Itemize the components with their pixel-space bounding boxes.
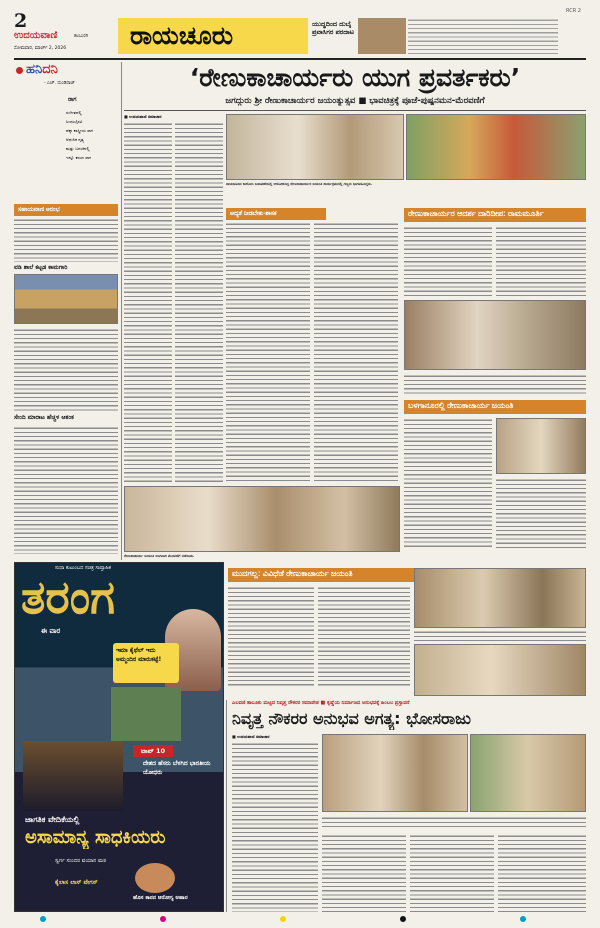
feature2-text: ದೇಶದ ಹೆಸರು ಬೆಳಗಿದ ಭಾರತೀಯ ಯೋಧರು [143,760,211,776]
page-number: 2 [14,10,28,32]
tharanga-issue: ಈ ವಾರ [41,627,61,635]
sub2-col-1 [404,226,492,296]
sub4-col-2 [318,586,410,688]
lead-byline: ■ ಉದಯವಾಣಿ ಸಮಾಚಾರ [124,114,162,119]
chef-photo [135,863,175,893]
feature6-text: ಹೊಸ ಕಾನನ ಆರೋಗ್ಯ ಅಹಾರ [133,895,188,901]
help-heading-bar [14,204,118,216]
reg-mark [400,916,406,922]
tharanga-title: ತರಂಗ [21,570,115,624]
section-title: ರಾಯಚೂರು [130,21,234,50]
lead-photo-main [226,114,404,180]
bottom-caption [322,816,586,830]
lead-col-2 [175,122,223,482]
date: ಸೋಮವಾರ, ಮಾರ್ಚ್ 2, 2026 [14,46,67,51]
sub4-caption-1 [414,630,586,642]
reg-mark [160,916,166,922]
dani-word: ದನಿ [42,62,58,77]
masthead-left [14,10,110,51]
sub3-heading: ಬಳಗಾನೂರಲ್ಲಿ ರೇಣುಕಾಚಾರ್ಯ ಜಯಂತಿ [408,401,514,410]
feature1-text: ಇಮಾ ಕೈಥೆಲ್ ಇದು ಅಮ್ಮಂದಿರ ಮಾರುಕಟ್ಟೆ! [116,647,162,663]
tharanga-top: ಸುಧಾ ಕುಟುಂಬದ ಸಚಿತ್ರ ಸಾಪ್ತಾಹಿಕ [55,565,111,571]
column-rule [121,62,122,560]
teaser-body [408,18,558,54]
bottom-kicker: ಎಲವಣಿ ತಾಲೂಕು ಮಟ್ಟದ ನಿವೃತ್ತ ನೌಕರರ ಸಮಾವೇಶ ■ ಕೃಷ್ಣೆಯ ನಿರ್ಮಾಣದ ಅನುಭವಕ್ಕೆ ಹಿಂಬಲ ಪ್ರಸ್ತಾವನೆ [232,700,410,706]
sub2-photo [404,300,586,370]
poem-line: ಸಂಗೀತದಲ್ಲಿ [66,110,82,115]
reg-mark [280,916,286,922]
hani-logo [26,62,58,77]
feature7-text: ಕೈಲಾಸ ಲಾಸ್ ವೇಗಸ್ [55,879,98,886]
paper-name: ಉದಯವಾಣಿ [14,30,58,41]
top10-text: ಟಾಪ್ 10 [140,747,166,755]
top10-badge [133,745,173,757]
teaser-box [312,20,356,52]
sub4-col-1 [228,586,314,688]
teaser-photo [358,18,406,54]
header-rule [14,58,586,60]
section-banner [118,18,308,54]
story-heading: ಸೇಂದಿ ಮಾರಾಟ ಹೆಚ್ಚಳ ಆತಂಕ [14,414,74,421]
sub2-caption [404,374,586,396]
lead-headline: ‘ರೇಣುಕಾಚಾರ್ಯರು ಯುಗ ಪ್ರವರ್ತಕರು’ [189,63,521,92]
story-body [14,426,118,554]
bottom-photo-2 [470,734,586,812]
market-photo [111,687,181,741]
mid-col-1 [226,222,310,482]
help-body [14,218,118,262]
hani-dani-column [14,62,118,198]
sub4-photo-1 [414,568,586,628]
procession-photo [124,486,400,552]
drop-icon [16,67,23,74]
page-tag: RCR 2 [566,8,581,14]
school-body [14,328,118,412]
sub3-bar [404,400,586,414]
sub4-bar [228,568,414,582]
hani-word: ಹನಿ [26,62,43,77]
lead-rule [124,110,586,111]
bottom-col-3 [410,834,494,912]
feature1-box [113,643,179,683]
school-photo [14,274,118,324]
hani-author: - ಎಚ್. ದುಂಡಿರಾಜ್ [44,81,75,86]
sub1-bar [226,208,326,220]
reg-mark [520,916,526,922]
help-heading: ಸಹಾಯವಾಣಿ ಆರಂಭ [18,207,60,213]
bottom-col-2 [322,834,406,912]
poem-title: ರಾಗ [68,96,77,103]
sub3-col-2 [496,478,586,548]
sub3-col-1 [404,418,492,548]
sub2-col-2 [496,226,586,296]
mid-caption: ರೇಣುಕಾಚಾರ್ಯ ಜಯಂತಿ ಅಂಗವಾಗಿ ಮೆರವಣಿಗೆ ನಡೆಯಿತು. [124,554,195,558]
teaser-text: ಯುದ್ಧದಿಂದ ದುಬೈ ಪ್ರವಾಸಿಗರ ಪರದಾಟ [312,20,354,36]
lead-photo-right [406,114,586,180]
mid-col-2 [314,222,398,482]
edition: ಕಲಬುರಗಿ [74,34,89,39]
sub4-photo-2 [414,644,586,696]
poem-body [66,108,120,162]
feature5-text: ಸ್ವರ್ಗ ಸುಂದರ ವಯಾನ ಮಠ [55,858,107,864]
bottom-col-1 [232,742,318,912]
soldier-photo [23,741,123,811]
column-rule [226,700,227,912]
lead-caption: ರಾಯಚೂರಿನ ಕಾಲೋನಿ ಬಡಾವಣೆಯಲ್ಲಿ ಆಯೋಜಿಸಿದ್ದ ರೇಣುಕಾಚಾರ್ಯರ ಜಯಂತಿ ಕಾರ್ಯಕ್ರಮದಲ್ಲಿ ಗಣ್ಯರು ಭಾಗವಹಿಸಿದ್ದರು. [226,182,373,186]
lead-col-1 [124,122,172,482]
poem-line: ಪಕ್ಕಾ ಶಾಸ್ತ್ರೀಯ ರಾಗ [66,128,94,133]
registration-strip [40,916,560,922]
poem-line: ಸಿಂಧುಭೈರವಿ [66,119,83,124]
sub1-heading: ಆದ್ಯತೆ ನೀಡಬೇಕು-ಶಾಸಕ [230,211,277,217]
sub2-heading: ರೇಣುಕಾಚಾರ್ಯರ ಆದರ್ಶ ದಾರಿದೀಪ: ರಾಮಮೂರ್ತಿ [408,209,544,218]
bottom-headline: ನಿವೃತ್ತ ನೌಕರರ ಅನುಭವ ಅಗತ್ಯ: ಭೋಸರಾಜು [232,709,471,728]
bottom-photo-1 [322,734,468,812]
feature3-text: ಜಾಗತಿಕ ವೇದಿಕೆಯಲ್ಲಿ [25,815,80,824]
sub2-bar [404,208,586,222]
bottom-col-4 [498,834,586,912]
poem-line: ಇನ್ನೂ ಕರುಣ ರಾಗ [66,155,92,160]
poem-line: ಮತ್ತು ಬದುಕಿನಲ್ಲಿ [66,146,90,151]
school-heading: ವಡಿ ಶಾಲೆ ಕಟ್ಟಡ ಕಾಮಗಾರಿ [14,264,68,271]
bottom-byline: ■ ಉದಯವಾಣಿ ಸಮಾಚಾರ [232,734,270,739]
tharanga-ad [14,562,224,912]
poem-line: ಆಧುನಿಕ ನೃತ್ಯ [66,137,84,142]
lead-subheadline: ಜಗದ್ಗುರು ಶ್ರೀ ರೇಣುಕಾಚಾರ್ಯರ ಜಯಂತ್ಯುತ್ಸವ ■ ಭಾವಚಿತ್ರಕ್ಕೆ ಪೂಜೆ-ಪುಷ್ಪನಮನ-ಮೆರವಣಿಗೆ [225,96,485,106]
feature4-text: ಅಸಾಮಾನ್ಯ ಸಾಧಕಿಯರು [25,827,166,848]
sub4-heading: ಮುದಗಲ್ಲ: ವಿವಿಧೆಡೆ ರೇಣುಕಾಚಾರ್ಯ ಜಯಂತಿ [232,569,353,578]
reg-mark [40,916,46,922]
sub3-photo [496,418,586,474]
